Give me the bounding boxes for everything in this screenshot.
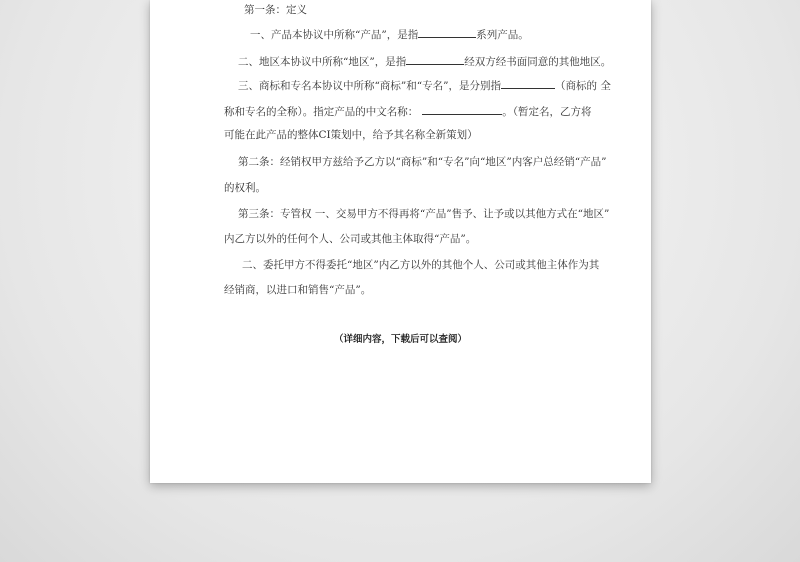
clause-1-3-cont — [224, 104, 592, 119]
text: 。（暂定名，乙方将 — [502, 106, 592, 118]
fill-blank — [422, 104, 502, 115]
clause-1-1 — [250, 27, 529, 42]
fill-blank — [501, 78, 555, 89]
text: 第三条：专管权 一、交易甲方不得再将“产品”售予、让予或以其他方式在“地区” — [238, 208, 610, 220]
text: 第二条：经销权甲方兹给予乙方以“商标”和“专名”向“地区”内客户总经销“产品” — [238, 156, 607, 168]
article-3-clause-2-cont — [224, 283, 371, 297]
text: 经销商，以进口和销售“产品”。 — [224, 284, 372, 296]
text: 的权利。 — [224, 182, 266, 194]
text: 二、委托甲方不得委托“地区”内乙方以外的其他个人、公司或其他主体作为其 — [242, 259, 600, 271]
download-note: （详细内容，下载后可以查阅） — [333, 334, 467, 345]
clause-1-3 — [238, 78, 611, 93]
text: 第一条：定义 — [244, 4, 307, 16]
article-3-clause-2 — [242, 258, 599, 272]
fill-blank — [406, 54, 464, 65]
text: 经双方经书面同意的其他地区。 — [464, 56, 612, 68]
article-1-heading — [244, 3, 307, 17]
article-3-cont — [224, 232, 476, 246]
text: 二、地区本协议中所称“地区”，是指 — [238, 56, 407, 68]
text: 系列产品。 — [476, 29, 529, 41]
clause-1-3-cont2 — [224, 128, 478, 142]
article-3 — [238, 207, 609, 221]
text: 可能在此产品的整体CI策划中，给予其名称全新策划） — [224, 129, 478, 141]
text: 三、商标和专名本协议中所称“商标”和“专名”，是分别指 — [238, 80, 501, 92]
text: 内乙方以外的任何个人、公司或其他主体取得“产品”。 — [224, 233, 477, 245]
article-2-cont — [224, 181, 266, 195]
document-page — [150, 0, 651, 483]
text: 称和专名的全称）。指定产品的中文名称： — [224, 106, 419, 118]
text: 一、产品本协议中所称“产品”，是指 — [250, 29, 419, 41]
clause-1-2 — [238, 54, 611, 69]
article-2 — [238, 155, 606, 169]
text: （商标的 全 — [554, 80, 611, 92]
fill-blank — [418, 27, 476, 38]
